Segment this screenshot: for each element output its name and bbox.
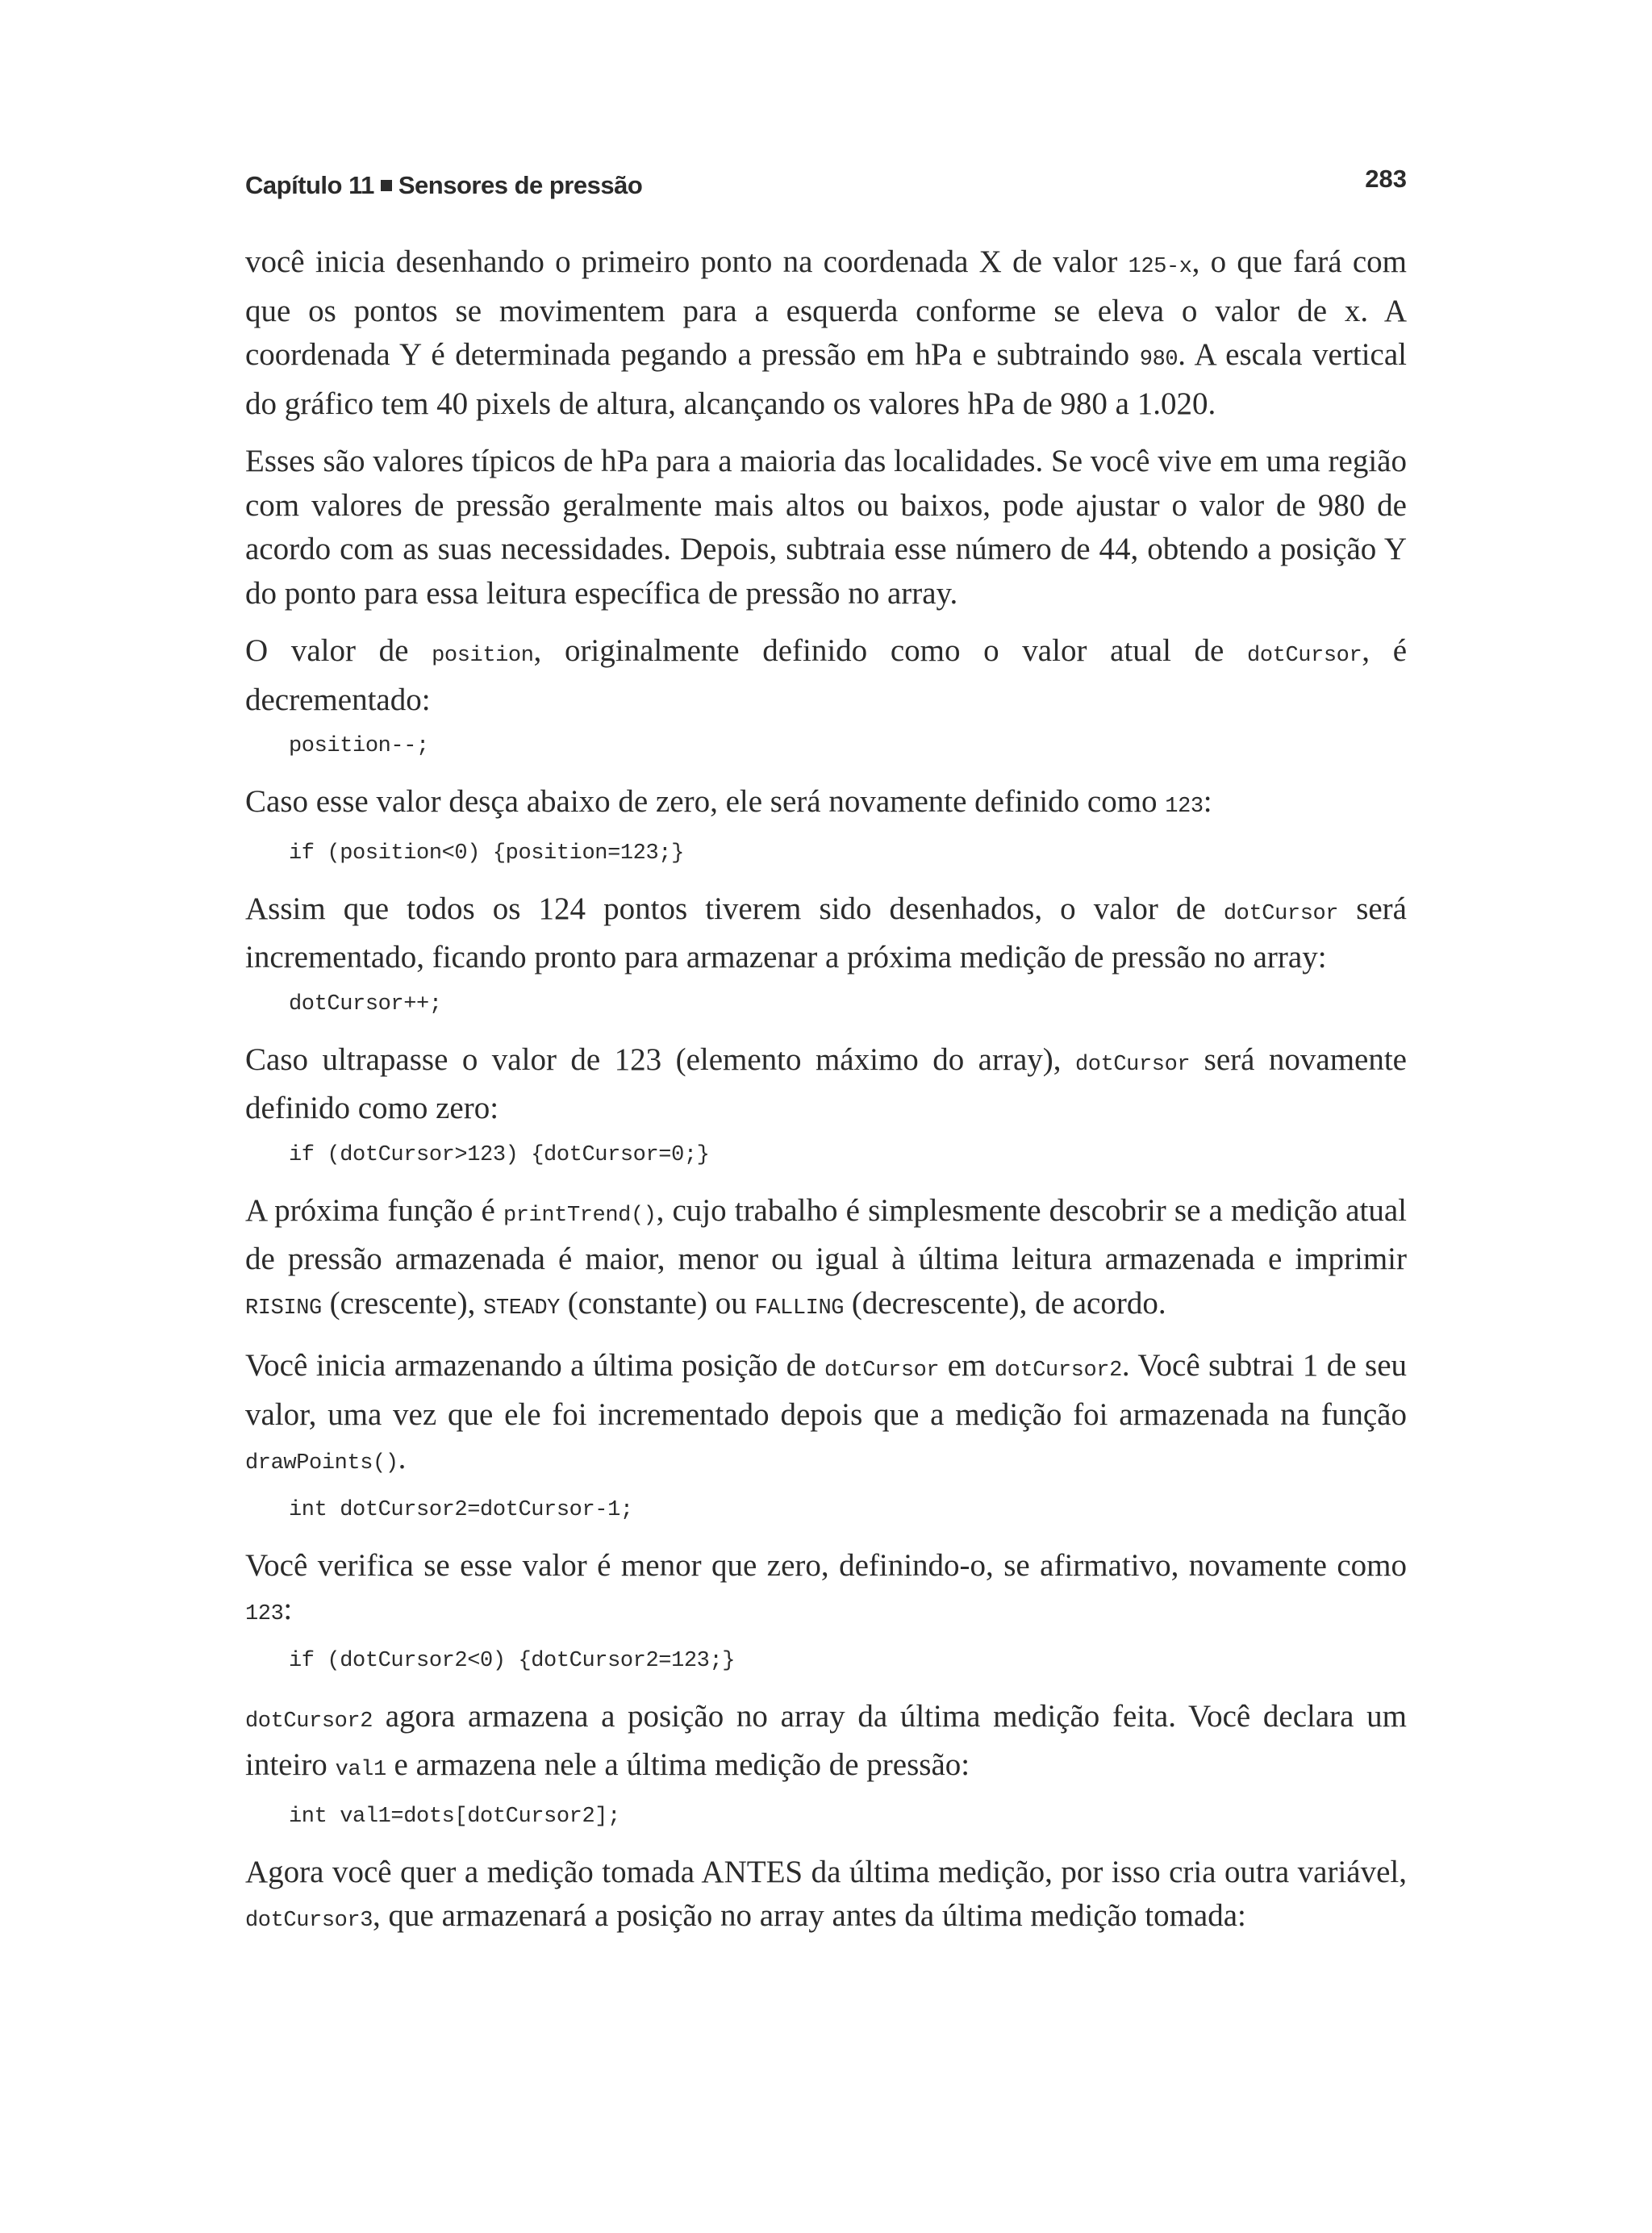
text-run: será novamente definido como zero:: [245, 1041, 1407, 1125]
inline-code: drawPoints(): [245, 1451, 398, 1475]
chapter-heading: [245, 171, 642, 200]
text-run: , que armazenará a posição no array antes da última medição tomada:: [373, 1898, 1246, 1933]
text-run: você inicia desenhando o primeiro ponto na coordenada X de valor: [245, 244, 1128, 279]
text-run: A próxima função é: [245, 1192, 503, 1228]
text-run: em: [939, 1348, 995, 1383]
inline-code: dotCursor: [1247, 644, 1362, 668]
text-run: Caso esse valor desça abaixo de zero, ele será novamente definido como: [245, 784, 1166, 819]
chapter-title: Sensores de pressão: [398, 171, 643, 199]
text-run: (crescente),: [321, 1285, 484, 1321]
inline-code: printTrend(): [503, 1203, 657, 1228]
text-run: , o que fará com que os pontos se movimentem para a esquerda conforme se eleva o valor de x. A coordenada Y é determinada pegando a pressão em hPa e subtraindo: [245, 244, 1407, 372]
text-run: , originalmente definido como o valor atual de: [533, 633, 1248, 668]
paragraph: [245, 240, 1407, 426]
paragraph: [245, 629, 1407, 722]
running-head: [245, 161, 1407, 210]
text-run: O valor de: [245, 633, 432, 668]
inline-code: dotCursor: [824, 1359, 940, 1383]
chapter-label: Capítulo 11: [245, 171, 374, 199]
text-run: Agora você quer a medição tomada ANTES da última medição, por isso cria outra variável,: [245, 1854, 1407, 1889]
inline-code: dotCursor2: [245, 1709, 373, 1734]
paragraph: [245, 1851, 1407, 1943]
code-block: if (dotCursor2<0) {dotCursor2=123;}: [289, 1648, 736, 1673]
paragraph: Esses são valores típicos de hPa para a maioria das localidades. Se você vive em uma região com valores de pressão geralmente mais altos ou baixos, pode ajustar o valor de 980 de acordo com as suas necessidades. Depois, subtraia esse número de 44, obtendo a posição Y do ponto para essa leitura específica de pressão no array.: [245, 444, 1407, 611]
text-run: :: [1203, 784, 1212, 819]
text-run: Caso ultrapasse o valor de 123 (elemento máximo do array),: [245, 1041, 1075, 1077]
inline-code: 123: [1165, 795, 1204, 819]
inline-code: dotCursor3: [245, 1909, 373, 1933]
paragraph: [245, 780, 1407, 829]
page-number: 283: [1365, 165, 1407, 193]
text-run: , é decrementado:: [245, 633, 1408, 717]
code-block: int dotCursor2=dotCursor-1;: [289, 1497, 633, 1522]
inline-code: RISING: [245, 1296, 322, 1321]
inline-code: STEADY: [483, 1296, 560, 1321]
text-run: :: [283, 1592, 293, 1626]
text-run: (decrescente), de acordo.: [844, 1285, 1166, 1321]
text-run: .: [398, 1441, 407, 1475]
code-block: if (dotCursor>123) {dotCursor=0;}: [289, 1142, 710, 1167]
inline-code: dotCursor: [1074, 1052, 1191, 1077]
inline-code: 125-x: [1128, 255, 1192, 279]
code-block: int val1=dots[dotCursor2];: [289, 1804, 620, 1829]
square-bullet-icon: [381, 180, 392, 191]
inline-code: dotCursor2: [994, 1359, 1122, 1383]
body-text: [245, 240, 1407, 1943]
code-block: if (position<0) {position=123;}: [289, 841, 684, 866]
book-page: [245, 161, 1407, 1957]
inline-code: val1: [335, 1758, 386, 1782]
paragraph: [245, 1695, 1407, 1793]
text-run: (constante) ou: [559, 1285, 755, 1321]
text-run: Você verifica se esse valor é menor que zero, definindo-o, se afirmativo, novamente como: [245, 1547, 1407, 1583]
paragraph: [245, 1344, 1407, 1486]
paragraph: [245, 1544, 1407, 1637]
paragraph: [245, 887, 1407, 980]
code-block: position--;: [289, 734, 429, 758]
text-run: será incrementado, ficando pronto para armazenar a próxima medição de pressão no array:: [245, 891, 1407, 975]
text-run: . A escala vertical do gráfico tem 40 pixels de altura, alcançando os valores hPa de 980 a 1.020.: [245, 337, 1407, 421]
inline-code: position: [432, 644, 534, 668]
paragraph: [245, 1189, 1407, 1331]
text-run: Assim que todos os 124 pontos tiverem sido desenhados, o valor de: [245, 891, 1224, 926]
text-run: agora armazena a posição no array da última medição feita. Você declara um inteiro: [245, 1698, 1407, 1782]
text-run: e armazena nele a última medição de pressão:: [386, 1747, 970, 1782]
inline-code: FALLING: [754, 1296, 845, 1321]
inline-code: 123: [245, 1602, 284, 1626]
text-run: , cujo trabalho é simplesmente descobrir se a medição atual de pressão armazenada é maior, menor ou igual à última leitura armazenada e imprimir: [245, 1192, 1407, 1276]
code-block: dotCursor++;: [289, 991, 442, 1016]
inline-code: 980: [1139, 348, 1179, 372]
inline-code: dotCursor: [1223, 901, 1339, 926]
paragraph: [245, 1038, 1407, 1131]
text-run: Você inicia armazenando a última posição de: [245, 1348, 824, 1383]
text-run: . Você subtrai 1 de seu valor, uma vez que ele foi incrementado depois que a medição foi armazenada na função: [245, 1348, 1407, 1432]
